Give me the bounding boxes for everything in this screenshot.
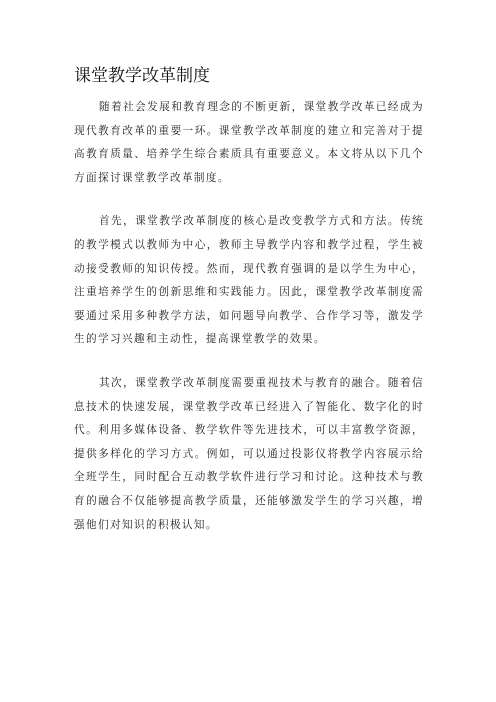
- document-title: 课堂教学改革制度: [74, 66, 210, 86]
- paragraph-technology: 其次，课堂教学改革制度需要重视技术与教育的融合。随着信息技术的快速发展，课堂教学改革已经进入了智能化、数字化的时代。利用多媒体设备、教学软件等先进技术，可以丰富教学资源，提供多样化的学习方式。例如，可以通过投影仪将教学内容展示给全班学生，同时配合互动教学软件进行学习和讨论。这种技术与教育的融合不仅能够提高教学质量，还能够激发学生的学习兴趣，增强他们对知识的积极认知。: [74, 376, 424, 531]
- paragraph-teaching-methods: 首先，课堂教学改革制度的核心是改变教学方式和方法。传统的教学模式以教师为中心，教师主导教学内容和教学过程，学生被动接受教师的知识传授。然而，现代教育强调的是以学生为中心，注重培养学生的创新思维和实践能力。因此，课堂教学改革制度需要通过采用多种教学方法，如问题导向教学、合作学习等，激发学生的学习兴趣和主动性，提高课堂教学的效果。: [74, 215, 424, 346]
- document-body: [74, 96, 424, 557]
- paragraph-intro: 随着社会发展和教育理念的不断更新，课堂教学改革已经成为现代教育改革的重要一环。课堂教学改革制度的建立和完善对于提高教育质量、培养学生综合素质具有重要意义。本文将从以下几个方面探讨课堂教学改革制度。: [74, 101, 424, 184]
